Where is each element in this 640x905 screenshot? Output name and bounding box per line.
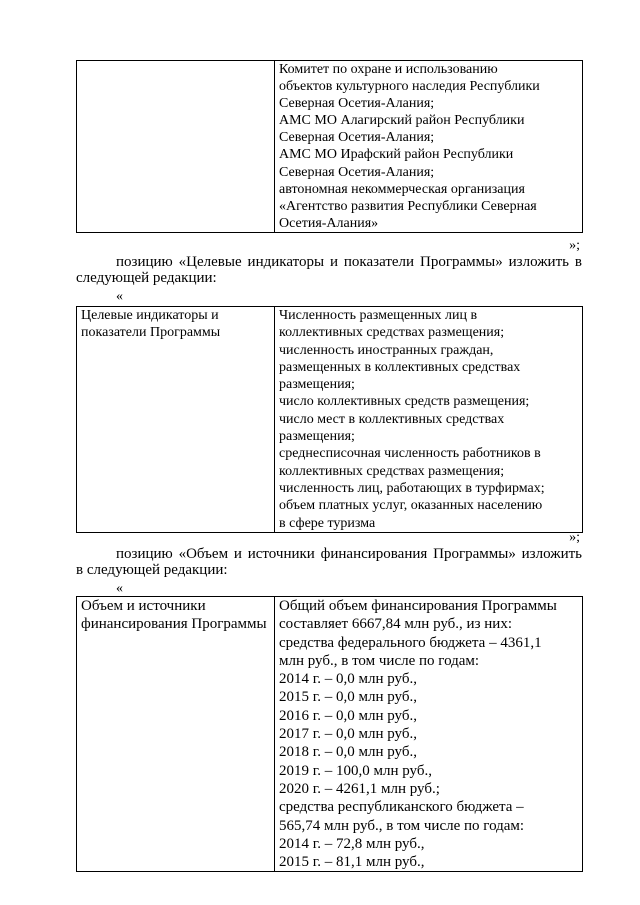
table-funding <box>76 596 583 872</box>
table-cell-label: Объем и источники финансирования Программы <box>77 597 275 872</box>
table-cell-value <box>275 61 583 233</box>
opening-quote: « <box>116 581 123 596</box>
paragraph-funding <box>76 546 582 578</box>
closing-quote: »; <box>569 238 580 253</box>
paragraph-line: позицию «Объем и источники финансирования Программы» изложить <box>116 546 582 562</box>
paragraph-line: в следующей редакции: <box>76 562 228 578</box>
table-cell-value: Общий объем финансирования Программы составляет 6667,84 млн руб., из них: средства федерального бюджета – 4361,1 млн руб., в том числе по годам: 2014 г. – 0,0 млн руб., 2015 г. – 0,0 млн руб., 2016 г. – 0,0 млн руб., 2017 г. – 0,0 млн руб., 2018 г. – 0,0 млн руб., 2019 г. – 100,0 млн руб., 2020 г. – 4261,1 млн руб.; средства республиканского бюджета – 565,74 млн руб., в том числе по годам: 2014 г. – 72,8 млн руб., 2015 г. – 81,1 млн руб., <box>275 597 583 872</box>
opening-quote: « <box>116 289 123 304</box>
paragraph-target-indicators <box>76 254 582 286</box>
table-responsible-executors <box>76 60 583 233</box>
table-cell-value: Численность размещенных лиц в коллективных средствах размещения; численность иностранных граждан, размещенных в коллективных средствах размещения; число коллективных средств размещения; число мест в коллективных средствах размещения; среднесписочная численность работников в коллективных средствах размещения; численность лиц, работающих в турфирмах; объем платных услуг, оказанных населению в сфере туризма <box>275 307 583 533</box>
table-row <box>77 597 583 872</box>
paragraph-line: позицию «Целевые индикаторы и показатели Программы» изложить в <box>116 254 582 270</box>
executors-list: Комитет по охране и использованию объектов культурного наследия Республики Северная Осетия-Алания; АМС МО Алагирский район Республики Северная Осетия-Алания; АМС МО Ирафский район Республики Северная Осетия-Алания; автономная некоммерческая организация «Агентство развития Республики Северная Осетия-Алания» <box>279 62 540 231</box>
table-cell-label: Целевые индикаторы и показатели Программы <box>77 307 275 533</box>
table-row <box>77 307 583 533</box>
table-cell-label <box>77 61 275 233</box>
closing-quote: »; <box>569 530 580 545</box>
table-target-indicators <box>76 306 583 533</box>
table-row <box>77 61 583 233</box>
paragraph-line: следующей редакции: <box>76 270 217 286</box>
